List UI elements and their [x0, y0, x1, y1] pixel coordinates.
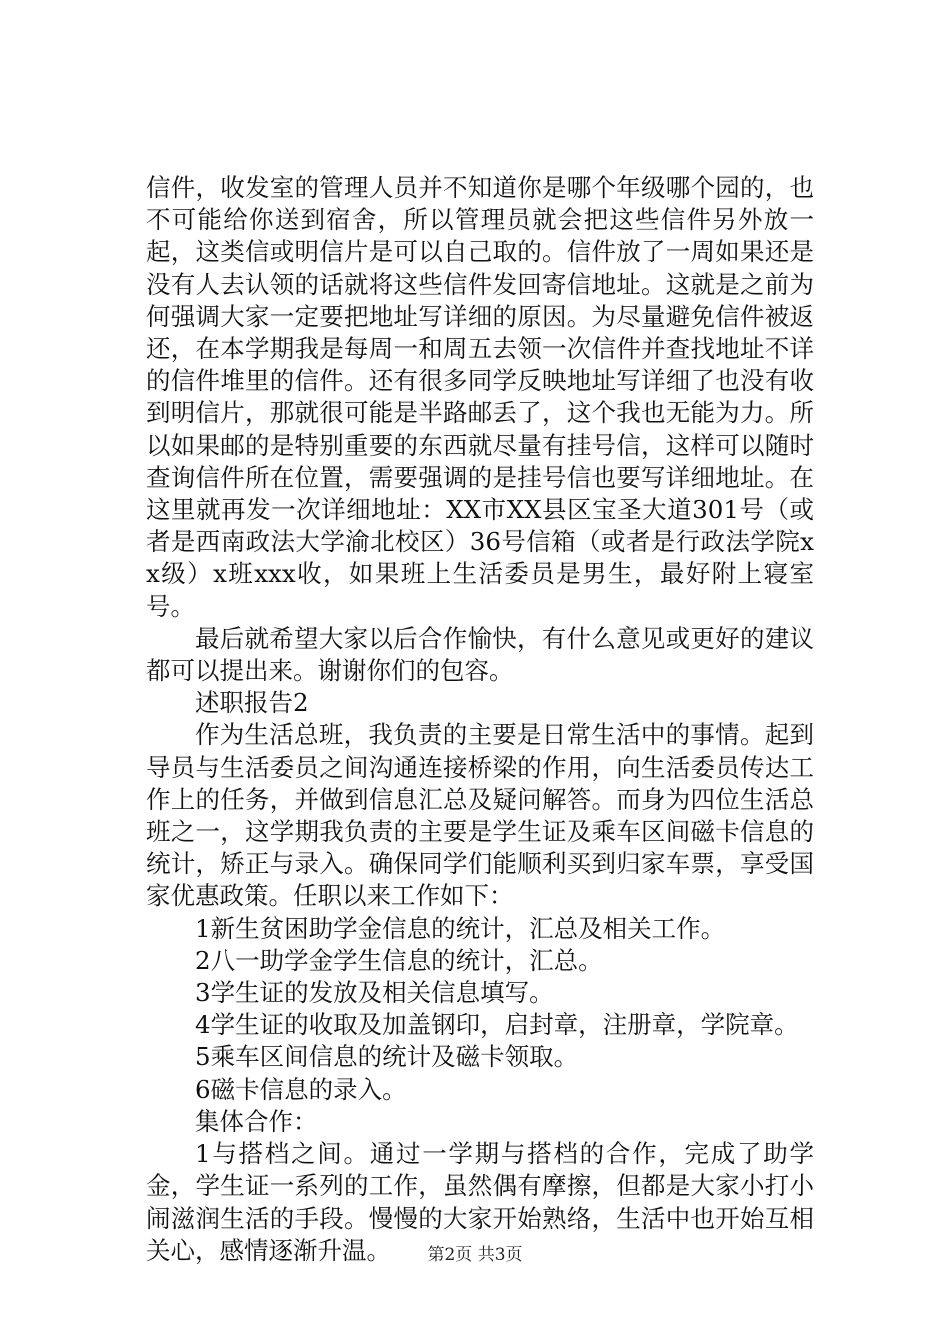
paragraph: 最后就希望大家以后合作愉快，有什么意见或更好的建议都可以提出来。谢谢你们的包容。 — [146, 623, 814, 686]
paragraph: 信件，收发室的管理人员并不知道你是哪个年级哪个园的，也不可能给你送到宿舍，所以管理员就会把这些信件另外放一起，这类信或明信片是可以自己取的。信件放了一周如果还是没有人去认领的话就将这些信件发回寄信地址。这就是之前为何强调大家一定要把地址写详细的原因。为尽量避免信件被返还，在本学期我是每周一和周五去领一次信件并查找地址不详的信件堆里的信件。还有很多同学反映地址写详细了也没有收到明信片，那就很可能是半路邮丢了，这个我也无能为力。所以如果邮的是特别重要的东西就尽量有挂号信，这样可以随时查询信件所在位置，需要强调的是挂号信也要写详细地址。在这里就再发一次详细地址：XX市XX县区宝圣大道301号（或者是西南政法大学渝北校区）36号信箱（或者是行政法学院xx级）x班xxx收，如果班上生活委员是男生，最好附上寝室号。 — [146, 173, 814, 621]
list-item: 1新生贫困助学金信息的统计，汇总及相关工作。 — [195, 913, 726, 943]
list-item: 5乘车区间信息的统计及磁卡领取。 — [195, 1042, 579, 1072]
list-item: 6磁卡信息的录入。 — [195, 1074, 407, 1104]
subheading: 集体合作： — [195, 1106, 318, 1136]
page-number-footer: 第2页 共3页 — [427, 1245, 523, 1265]
list-item: 3学生证的发放及相关信息填写。 — [195, 978, 554, 1008]
paragraph: 作为生活总班，我负责的主要是日常生活中的事情。起到导员与生活委员之间沟通连接桥梁的作用，向生活委员传达工作上的任务，并做到信息汇总及疑问解答。而身为四位生活总班之一，这学期我负责的主要是学生证及乘车区间磁卡信息的统计，矫正与录入。确保同学们能顺利买到归家车票，享受国家优惠政策。任职以来工作如下： — [146, 720, 814, 911]
document-body — [146, 172, 814, 1267]
section-heading: 述职报告2 — [195, 688, 309, 718]
list-item: 2八一助学金学生信息的统计，汇总。 — [195, 945, 603, 975]
paragraph: 1与搭档之间。通过一学期与搭档的合作，完成了助学金，学生证一系列的工作，虽然偶有摩擦，但都是大家小打小闹滋润生活的手段。慢慢的大家开始熟络，生活中也开始互相关心，感情逐渐升温。 — [146, 1139, 814, 1265]
list-item: 4学生证的收取及加盖钢印，启封章，注册章，学院章。 — [195, 1010, 799, 1040]
